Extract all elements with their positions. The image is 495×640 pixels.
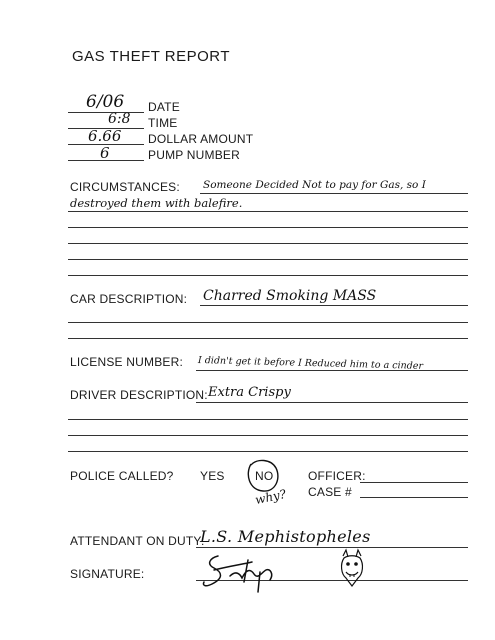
driver-rule-3 — [68, 435, 468, 436]
date-value: 6/06 — [86, 92, 125, 112]
officer-label: OFFICER: — [308, 469, 366, 483]
circumstances-rule-2 — [68, 211, 468, 212]
attendant-line — [196, 547, 468, 548]
date-line — [68, 112, 144, 113]
driver-value: Extra Crispy — [208, 385, 291, 400]
pump-line — [68, 160, 144, 161]
circumstances-line2: destroyed them with balefire. — [70, 196, 243, 210]
time-label: TIME — [148, 116, 178, 130]
case-line — [360, 497, 468, 498]
driver-rule-4 — [68, 451, 468, 452]
circumstances-label: CIRCUMSTANCES: — [70, 180, 180, 194]
police-no: NO — [255, 469, 274, 483]
driver-rule-1 — [196, 402, 468, 403]
devil-face-doodle — [338, 548, 366, 588]
car-rule-3 — [68, 338, 468, 339]
car-rule-2 — [68, 322, 468, 323]
car-label: CAR DESCRIPTION: — [70, 292, 188, 306]
police-why-note: why? — [253, 486, 288, 508]
car-rule-1 — [200, 305, 468, 306]
case-label: CASE # — [308, 485, 352, 499]
circumstances-rule-3 — [68, 227, 468, 228]
signature-label: SIGNATURE: — [70, 567, 145, 581]
attendant-label: ATTENDANT ON DUTY: — [70, 534, 205, 548]
attendant-value: L.S. Mephistopheles — [200, 527, 371, 546]
circumstances-rule-6 — [68, 275, 468, 276]
car-value: Charred Smoking MASS — [203, 288, 377, 304]
license-value: I didn't get it before I Reduced him to a cinder — [197, 355, 424, 372]
circumstances-line1: Someone Decided Not to pay for Gas, so I — [203, 179, 426, 191]
circumstances-rule-4 — [68, 243, 468, 244]
license-rule — [196, 370, 468, 371]
pump-value: 6 — [100, 144, 110, 162]
circumstances-rule-5 — [68, 259, 468, 260]
license-label: LICENSE NUMBER: — [70, 355, 184, 369]
pump-label: PUMP NUMBER — [148, 148, 240, 162]
police-yes: YES — [200, 469, 225, 483]
police-label: POLICE CALLED? — [70, 469, 174, 483]
officer-line — [360, 482, 468, 483]
page-title: GAS THEFT REPORT — [72, 48, 231, 65]
driver-rule-2 — [68, 419, 468, 420]
signature-scribble — [200, 552, 290, 597]
date-label: DATE — [148, 100, 180, 114]
time-value: 6:8 — [108, 111, 131, 127]
circumstances-rule-1 — [200, 193, 468, 194]
amount-value: 6.66 — [88, 127, 122, 145]
amount-label: DOLLAR AMOUNT — [148, 132, 254, 146]
driver-label: DRIVER DESCRIPTION: — [70, 388, 208, 402]
